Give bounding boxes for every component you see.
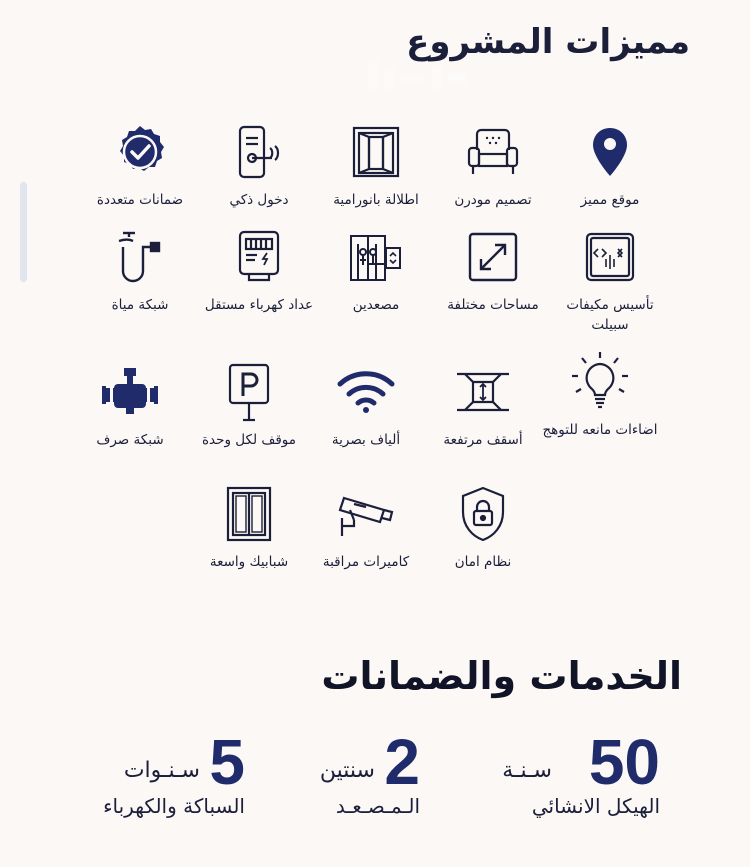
feature-multiple-guarantees	[80, 120, 200, 210]
parking-icon	[217, 360, 281, 424]
stat-number: 5	[209, 726, 245, 798]
feature-label: اطلالة بانورامية	[333, 192, 419, 208]
feature-anti-glare-lighting	[540, 350, 660, 440]
feature-two-elevators	[316, 225, 436, 315]
feature-various-areas	[433, 225, 553, 315]
stat-number: 50	[588, 726, 660, 798]
armchair-icon	[461, 120, 525, 184]
feature-label: تصميم مودرن	[454, 192, 532, 208]
feature-high-ceilings	[423, 360, 543, 450]
panoramic-window-icon	[344, 120, 408, 184]
electricity-meter-icon	[227, 225, 291, 289]
feature-split-ac	[550, 225, 670, 335]
high-ceiling-icon	[451, 360, 515, 424]
stat-unit: سـنـة	[502, 758, 552, 783]
feature-wide-windows	[189, 482, 309, 572]
feature-label: شبابيك واسعة	[209, 554, 289, 570]
stat-plumbing-electric-warranty	[55, 726, 245, 830]
stat-elevator-warranty	[230, 726, 420, 830]
feature-modern-design	[433, 120, 553, 210]
feature-label: اضاءات مانعه للتوهج	[542, 422, 658, 438]
feature-drainage-network	[70, 360, 190, 450]
water-faucet-icon	[108, 225, 172, 289]
feature-parking-per-unit	[189, 360, 309, 450]
feature-label: نظام امان	[454, 554, 512, 570]
feature-label: تأسيس مكيفات سبيلت	[566, 297, 654, 333]
light-bulb-icon	[568, 350, 632, 414]
feature-premium-location	[550, 120, 670, 210]
feature-label: ألياف بصرية	[331, 432, 401, 448]
stat-number: 2	[384, 726, 420, 798]
feature-label: عداد كهرباء مستقل	[204, 297, 314, 313]
feature-label: شبكة صرف	[96, 432, 164, 448]
feature-label: مصعدين	[352, 297, 400, 313]
feature-label: دخول ذكي	[229, 192, 289, 208]
feature-water-network	[80, 225, 200, 315]
feature-label: شبكة مياة	[111, 297, 169, 313]
stat-description: السباكة والكهرباء	[103, 794, 245, 818]
watermark-logo	[362, 55, 472, 95]
security-shield-icon	[451, 482, 515, 546]
stat-unit: سنتين	[319, 758, 375, 783]
stat-structure-warranty	[470, 726, 660, 830]
services-title: الخدمات والضمانات	[321, 654, 682, 698]
wide-window-icon	[217, 482, 281, 546]
smart-lock-icon	[227, 120, 291, 184]
stat-description: الـمـصـعـد	[335, 794, 420, 818]
feature-smart-entry	[199, 120, 319, 210]
feature-cctv-cameras	[306, 482, 426, 572]
feature-label: كاميرات مراقبة	[322, 554, 410, 570]
feature-security-system	[423, 482, 543, 572]
scrollbar[interactable]	[20, 182, 27, 282]
stat-description: الهيكل الانشائي	[531, 794, 660, 818]
air-conditioner-icon	[578, 225, 642, 289]
features-title: مميزات المشروع	[406, 22, 690, 62]
location-pin-icon	[578, 120, 642, 184]
feature-electric-meter	[199, 225, 319, 315]
feature-label: مساحات مختلفة	[447, 297, 539, 313]
feature-label: موقع مميز	[580, 192, 640, 208]
feature-label: أسقف مرتفعة	[443, 432, 523, 448]
feature-panoramic-view	[316, 120, 436, 210]
feature-label: ضمانات متعددة	[96, 192, 184, 208]
guarantee-badge-icon	[108, 120, 172, 184]
feature-label: موقف لكل وحدة	[201, 432, 297, 448]
cctv-camera-icon	[334, 482, 398, 546]
stat-unit: سـنـوات	[123, 758, 200, 783]
elevator-icon	[344, 225, 408, 289]
resize-arrows-icon	[461, 225, 525, 289]
wifi-icon	[334, 360, 398, 424]
drain-pipe-icon	[98, 360, 162, 424]
feature-fiber-optics	[306, 360, 426, 450]
